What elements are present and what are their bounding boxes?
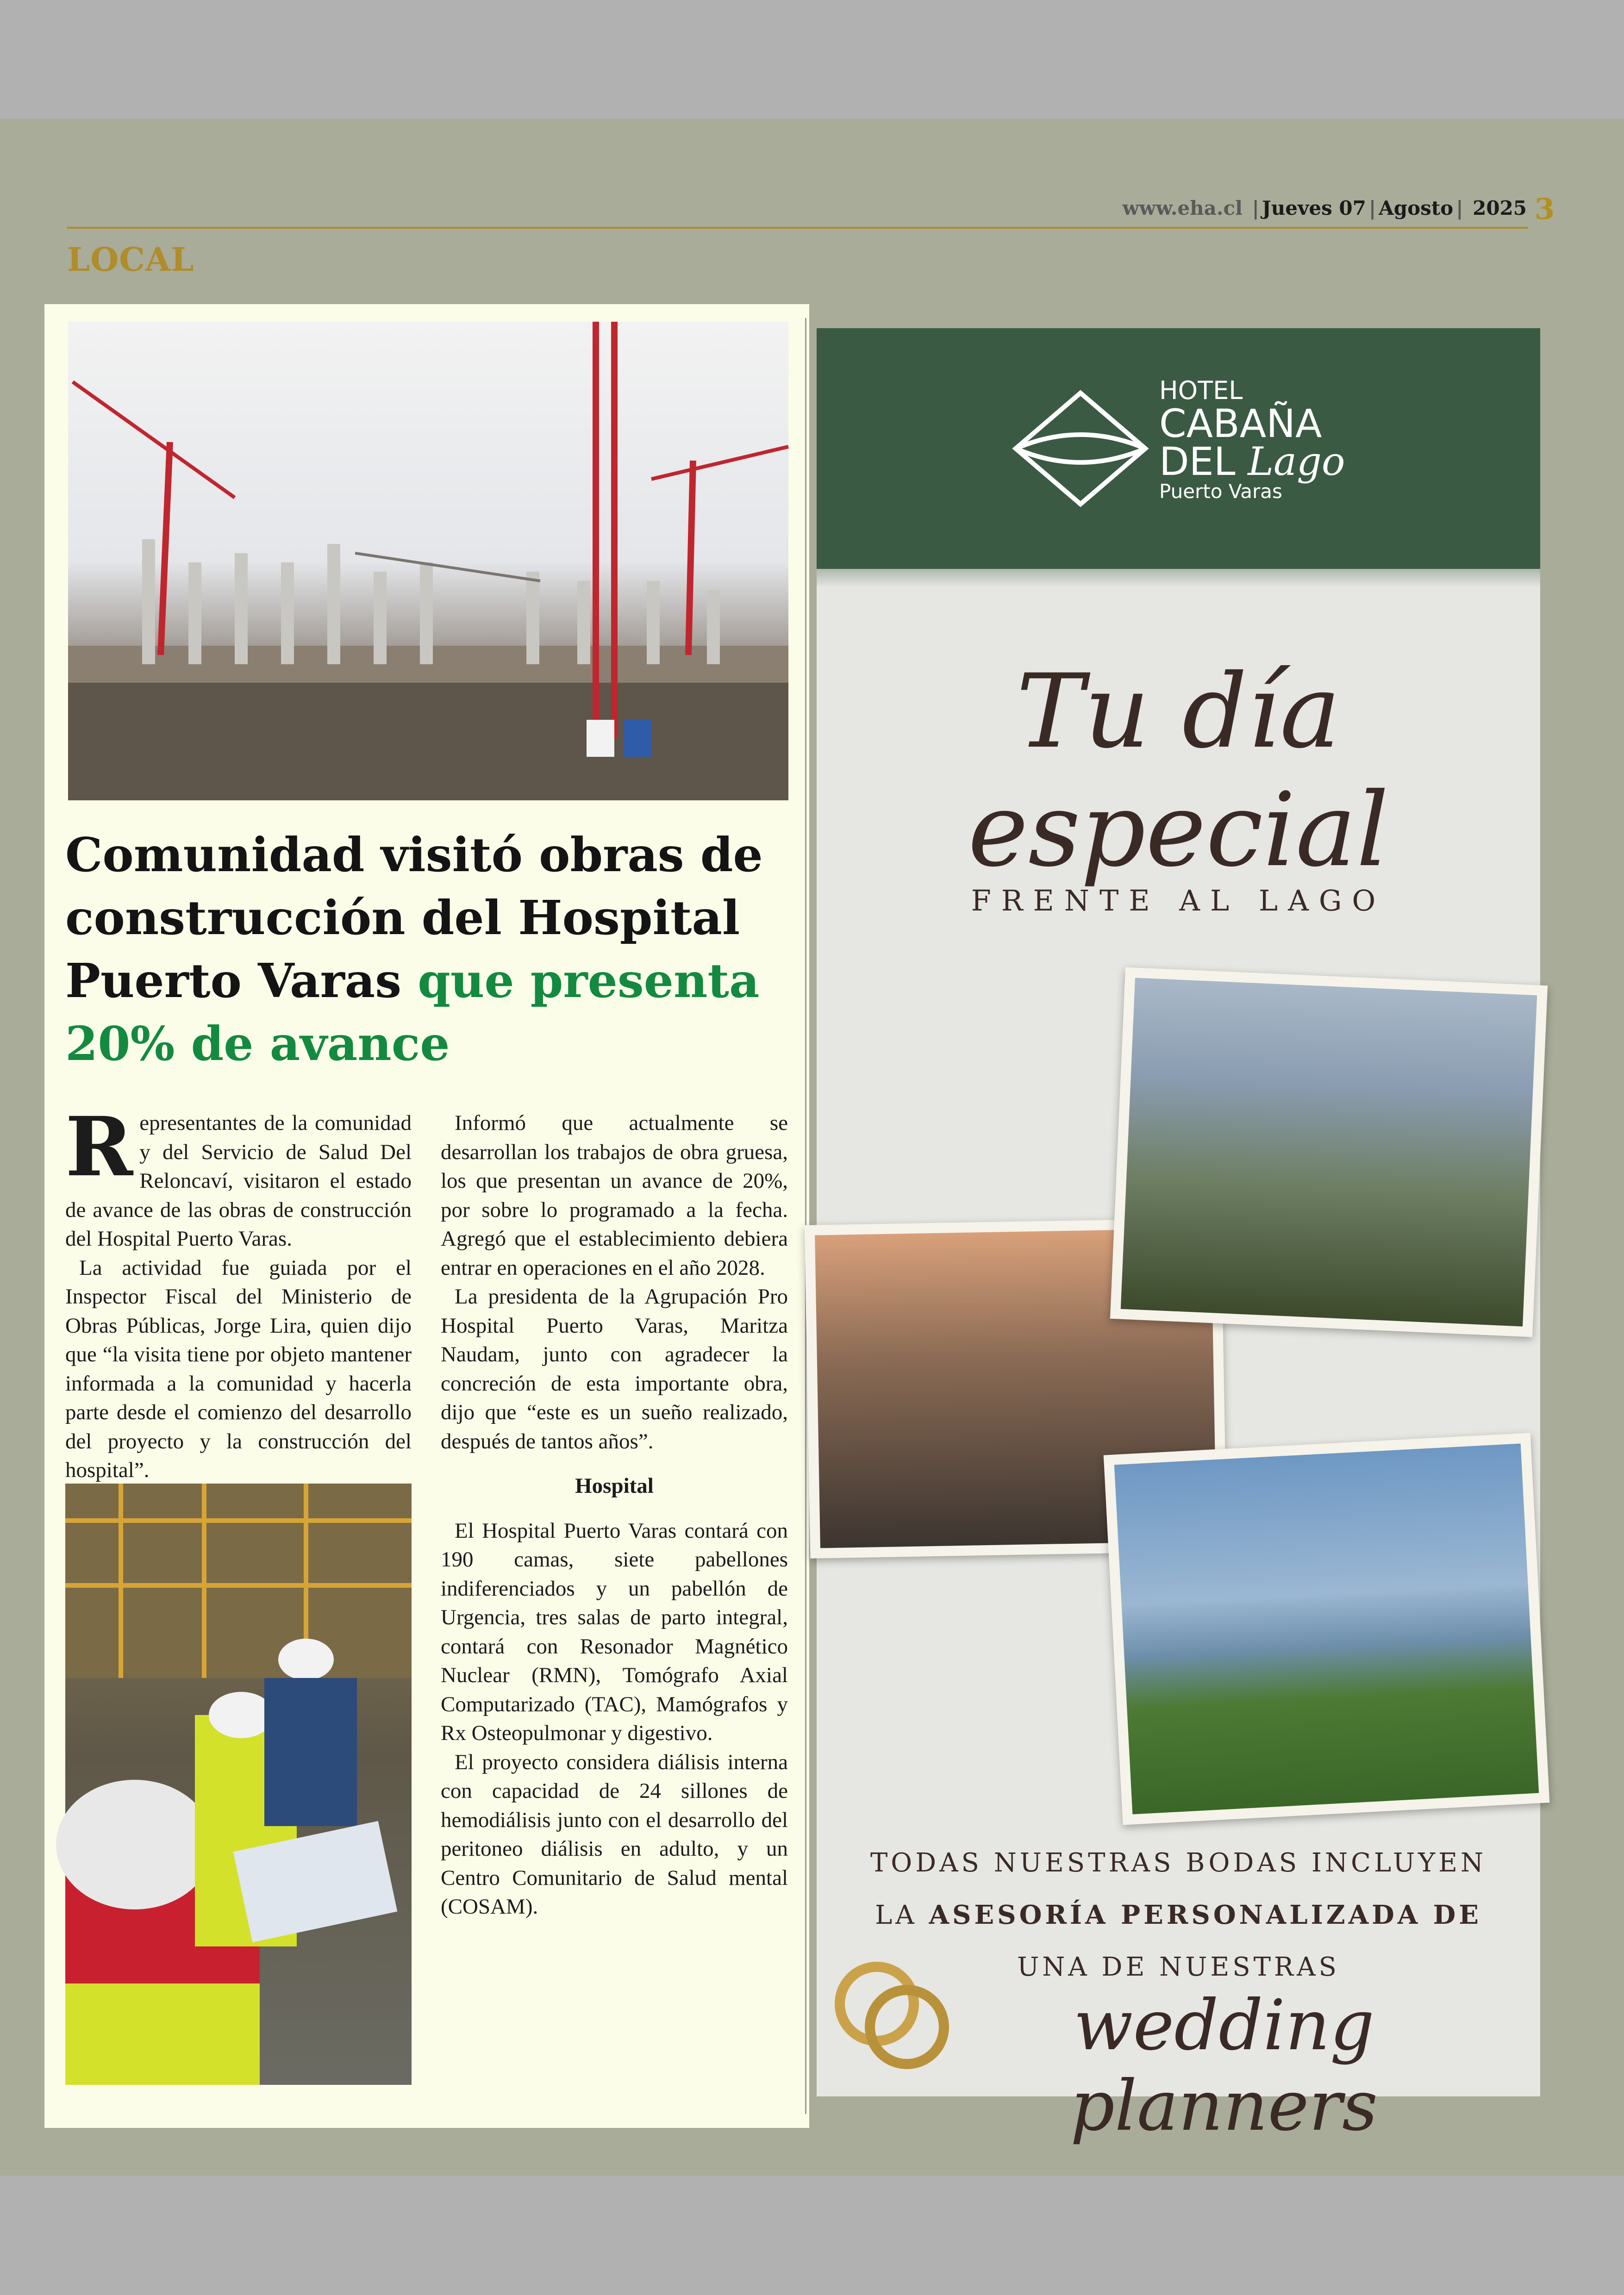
page-header-meta: www.eha.cl | Jueves 07 | Agosto | 2025	[1122, 197, 1527, 219]
headline-highlight: que presenta 20% de avance	[65, 953, 760, 1071]
hotel-name: HOTEL CABAÑA DEL Lago Puerto Varas	[1159, 376, 1345, 503]
article-column-2	[441, 1109, 788, 1921]
issue-day: Jueves 07	[1262, 197, 1366, 219]
website-url[interactable]: www.eha.cl	[1122, 197, 1243, 219]
article-subhead: Hospital	[575, 1474, 654, 1498]
article-paragraph: El Hospital Puerto Varas contará con 190 camas, siete pabellones indiferenciados y un pabellón de Urgencia, tres salas de parto integral, contará con Resonador Magnético Nuclear (RMN), Tomógrafo Axial Computarizado (TAC), Mamógrafos y Rx Osteopulmonar y digestivo.	[441, 1518, 788, 1745]
ad-script-line: wedding planners	[1070, 1985, 1378, 2146]
visitors-hardhat-photo	[65, 1484, 412, 2085]
hotel-advertisement[interactable]	[817, 328, 1540, 2146]
wedding-rings-icon	[826, 1948, 956, 2078]
article-column-1	[65, 1099, 412, 1485]
ad-subtagline: FRENTE AL LAGO	[971, 884, 1386, 917]
header-divider	[67, 227, 1528, 229]
newspaper-page	[0, 119, 1624, 2176]
section-label: LOCAL	[67, 240, 194, 279]
article-paragraph: La actividad fue guiada por el Inspector Fiscal del Ministerio de Obras Públicas, Jorge Lira, quien dijo que “la visita tiene por objeto mantener informada a la comunidad y hacerla parte desde el comienzo del desarrollo del proyecto y la construcción del hospital”.	[65, 1255, 412, 1482]
ad-photo-couple	[1110, 967, 1548, 1337]
drop-cap: R	[65, 1099, 133, 1195]
construction-site-photo	[68, 322, 788, 800]
issue-year: 2025	[1473, 197, 1527, 219]
column-divider	[805, 318, 806, 2114]
hotel-logo-icon	[1006, 388, 1155, 509]
page-number: 3	[1534, 192, 1555, 226]
ad-tagline: Tu día especial	[968, 652, 1389, 889]
article-headline	[65, 823, 806, 1075]
article-paragraph: La presidenta de la Agrupación Pro Hospital Puerto Varas, Maritza Naudam, junto con agradecer la concreción de esta importante obra, dijo que “este es un sueño realizado, después de tantos años”.	[441, 1285, 788, 1453]
headline-main: Comunidad visitó obras de construcción del Hospital Puerto Varas	[65, 827, 763, 1008]
ad-photo-ceremony	[1104, 1433, 1550, 1825]
article-paragraph: Representantes de la comunidad y del Servicio de Salud Del Reloncaví, visitaron el estado de avance de las obras de construcción del Hospital Puerto Varas.	[65, 1099, 412, 1251]
ad-copy: TODAS NUESTRAS BODAS INCLUYEN LA ASESORÍA PERSONALIZADA DE UNA DE NUESTRAS	[870, 1848, 1487, 1982]
article-paragraph: El proyecto considera diálisis interna con capacidad de 24 sillones de hemodiálisis junto con el desarrollo del peritoneo diálisis en adulto, y un Centro Comunitario de Salud mental (COSAM).	[441, 1750, 788, 1919]
article-paragraph: Informó que actualmente se desarrollan los trabajos de obra gruesa, los que presentan un avance de 20%, por sobre lo programado a la fecha. Agregó que el establecimiento debiera entrar en operaciones en el año 2028.	[441, 1111, 788, 1280]
issue-month: Agosto	[1379, 197, 1454, 219]
